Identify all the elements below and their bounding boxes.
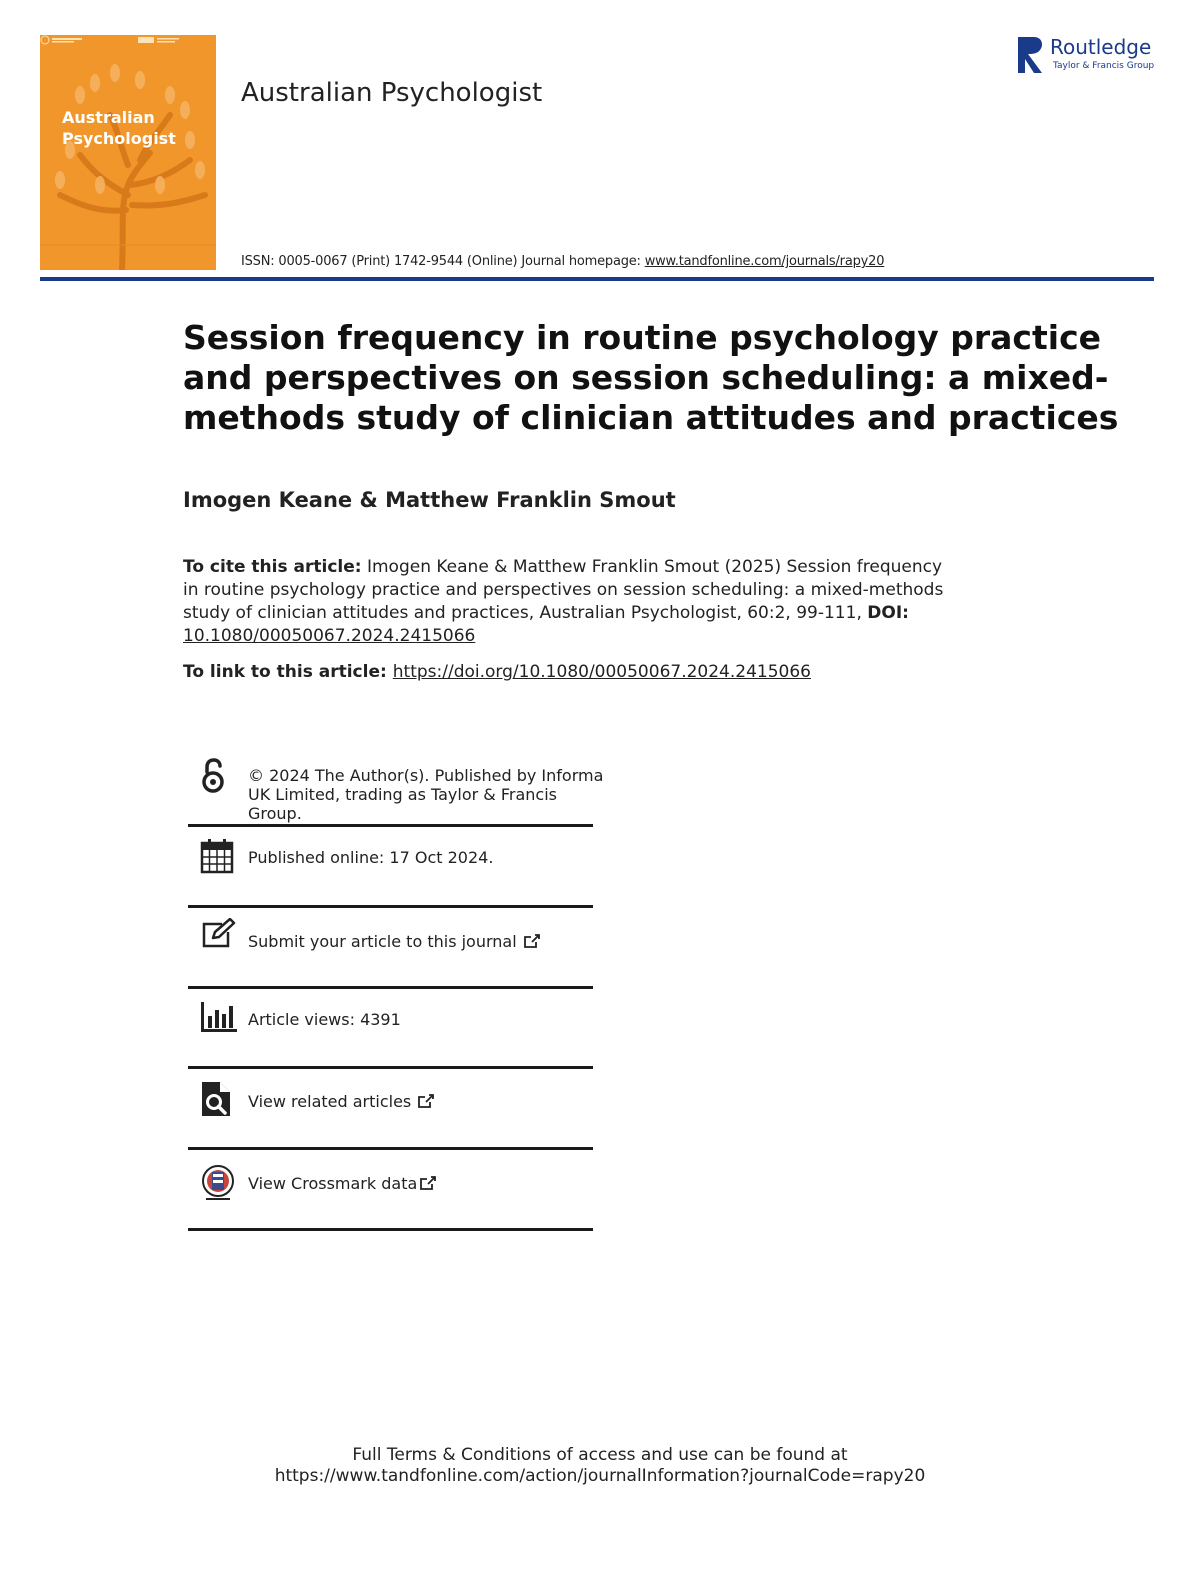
crossmark-label: View Crossmark data	[248, 1174, 418, 1193]
link-label: To link to this article:	[183, 662, 387, 682]
doi-label: DOI:	[867, 603, 909, 623]
citation-label: To cite this article:	[183, 557, 362, 577]
submit-article-row[interactable]	[188, 918, 593, 978]
article-link[interactable]: https://doi.org/10.1080/00050067.2024.2415066	[392, 662, 811, 682]
related-articles-row[interactable]	[188, 1078, 593, 1140]
citation-line	[183, 602, 973, 625]
article-link-block	[183, 662, 811, 682]
journal-homepage-link[interactable]: www.tandfonline.com/journals/rapy20	[644, 254, 885, 269]
crossmark-row[interactable]	[188, 1160, 593, 1222]
cover-title-line: Psychologist	[62, 129, 176, 148]
open-access-text	[248, 766, 603, 823]
article-views-row	[188, 998, 593, 1058]
citation-text: Imogen Keane & Matthew Franklin Smout (2025) Session frequency	[361, 557, 943, 577]
footer-terms-link[interactable]: https://www.tandfonline.com/action/journalInformation?journalCode=rapy20	[274, 1466, 926, 1486]
issn-text: ISSN: 0005-0067 (Print) 1742-9544 (Online) Journal homepage:	[241, 254, 645, 269]
cover-logos-icon	[40, 35, 180, 45]
header-divider	[40, 277, 1154, 281]
open-access-line: © 2024 The Author(s). Published by Informa	[248, 766, 604, 785]
related-articles-link[interactable]	[248, 1092, 435, 1111]
open-access-line: Group.	[248, 804, 302, 823]
info-divider	[188, 905, 593, 908]
article-authors: Imogen Keane & Matthew Franklin Smout	[183, 488, 676, 512]
citation-text: study of clinician attitudes and practices, Australian Psychologist, 60:2, 99-111,	[183, 603, 868, 623]
external-link-icon	[523, 933, 541, 949]
published-row	[188, 838, 593, 898]
journal-cover	[40, 35, 216, 270]
published-date: Published online: 17 Oct 2024.	[248, 848, 494, 867]
tree-illustration-icon	[40, 35, 216, 270]
article-views: Article views: 4391	[248, 1010, 401, 1029]
publisher-subtitle: Taylor & Francis Group	[1053, 61, 1155, 71]
citation-line	[183, 556, 973, 579]
routledge-logo-icon	[1016, 35, 1046, 75]
info-divider	[188, 1147, 593, 1150]
journal-title: Australian Psychologist	[241, 78, 543, 108]
open-access-row	[188, 758, 604, 824]
external-link-icon	[417, 1093, 435, 1109]
open-access-icon	[200, 758, 226, 794]
search-document-icon	[200, 1080, 232, 1118]
citation-line: in routine psychology practice and perspectives on session scheduling: a mixed-methods	[183, 580, 944, 600]
article-title-line: and perspectives on session scheduling: a mixed-	[183, 358, 1109, 397]
related-articles-label: View related articles	[248, 1092, 412, 1111]
footer-line: Full Terms & Conditions of access and use can be found at	[352, 1445, 848, 1465]
info-divider	[188, 986, 593, 989]
doi-link[interactable]: 10.1080/00050067.2024.2415066	[183, 626, 476, 646]
calendar-icon	[200, 838, 234, 874]
cover-title-line: Australian	[62, 108, 155, 127]
submit-article-label: Submit your article to this journal	[248, 932, 517, 951]
open-access-line: UK Limited, trading as Taylor & Francis	[248, 785, 557, 804]
footer-terms	[0, 1445, 1200, 1487]
article-title-line: methods study of clinician attitudes and practices	[183, 398, 1119, 437]
info-divider	[188, 1066, 593, 1069]
publisher-name: Routledge	[1050, 35, 1152, 59]
submit-article-link[interactable]	[248, 932, 541, 951]
article-title-line: Session frequency in routine psychology practice	[183, 318, 1102, 357]
info-divider	[188, 1228, 593, 1231]
bar-chart-icon	[200, 1002, 238, 1032]
info-divider	[188, 824, 593, 827]
crossmark-icon	[200, 1164, 236, 1202]
crossmark-link[interactable]	[248, 1174, 437, 1193]
edit-icon	[200, 918, 236, 950]
external-link-icon	[419, 1175, 437, 1191]
issn-line	[241, 254, 884, 269]
citation-block	[183, 556, 973, 648]
article-title	[183, 318, 1119, 438]
cover-title	[62, 107, 176, 149]
